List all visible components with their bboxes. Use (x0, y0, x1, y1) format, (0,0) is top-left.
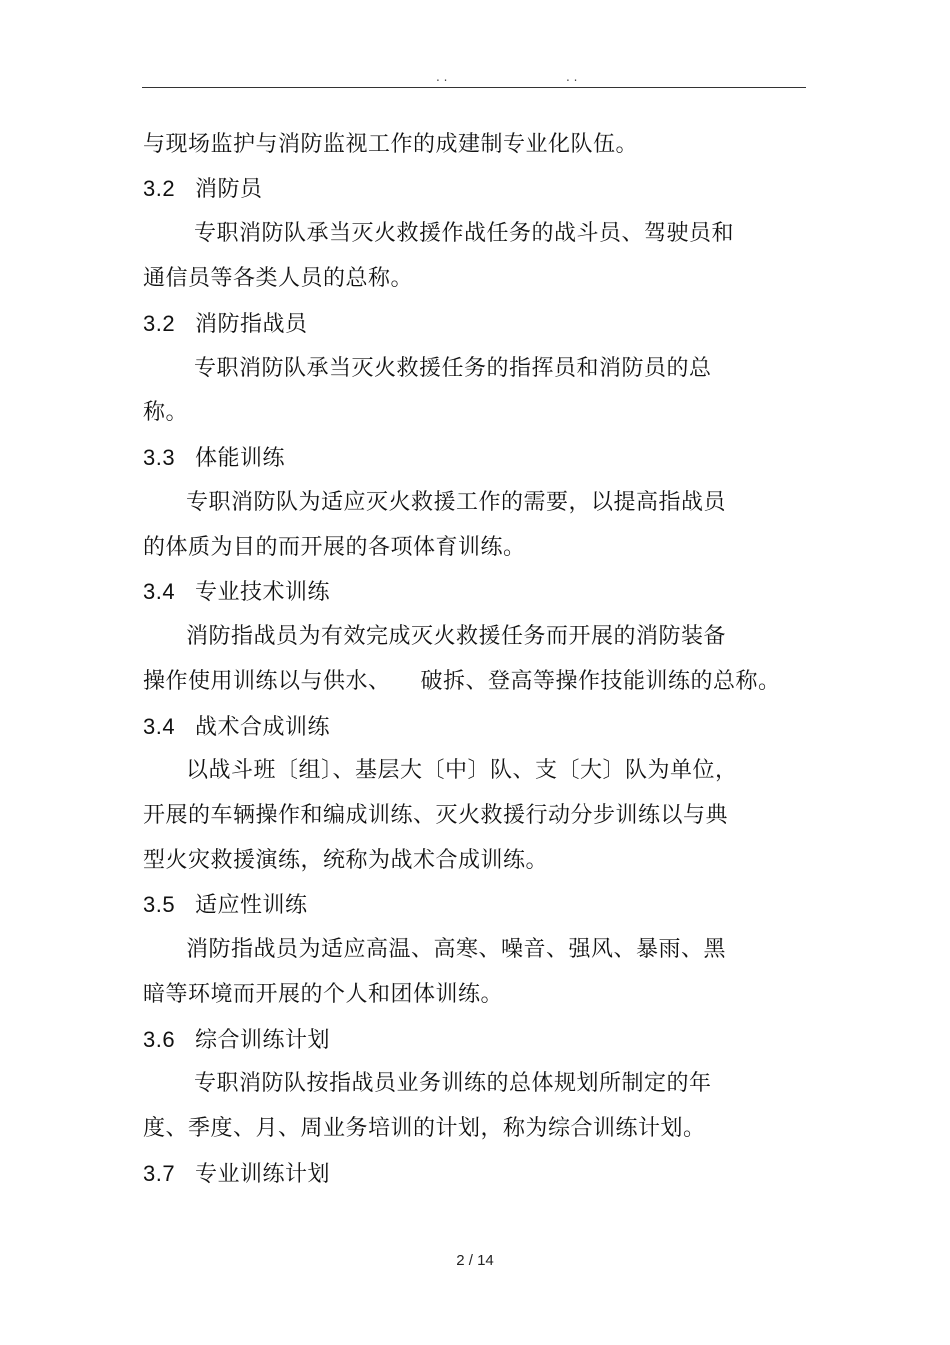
section-title: 专业训练计划 (195, 1162, 331, 1187)
section-title: 综合训练计划 (195, 1028, 331, 1053)
header-dots (0, 70, 950, 84)
paragraph-line: 专职消防队为适应灭火救援工作的需要，以提高指战员 (186, 490, 727, 515)
paragraph-line: 以战斗班〔组〕、基层大〔中〕队、支〔大〕队为单位， (186, 758, 738, 783)
section-heading (143, 578, 330, 607)
page-number: 2 / 14 (456, 1252, 494, 1269)
paragraph-line: 度、季度、月、周业务培训的计划，称为综合训练计划。 (143, 1116, 706, 1141)
section-number: 3.3 (143, 445, 176, 470)
section-heading (143, 175, 263, 204)
paragraph-line: 通信员等各类人员的总称。 (143, 266, 414, 291)
paragraph-line: 型火灾救援演练，统称为战术合成训练。 (143, 848, 549, 873)
section-number: 3.5 (143, 892, 176, 917)
section-heading (143, 310, 308, 339)
section-number: 3.6 (143, 1027, 176, 1052)
section-heading (143, 444, 285, 473)
paragraph-line: 暗等环境而开展的个人和团体训练。 (143, 982, 504, 1007)
paragraph-line: 与现场监护与消防监视工作的成建制专业化队伍。 (143, 132, 639, 157)
paragraph-segment: 操作使用训练以与供水、 (143, 669, 391, 694)
section-heading (143, 1026, 330, 1055)
section-heading (143, 891, 308, 920)
section-title: 专业技术训练 (195, 580, 331, 605)
section-title: 战术合成训练 (195, 715, 331, 740)
section-number: 3.2 (143, 311, 176, 336)
paragraph-line: 专职消防队承当灭火救援作战任务的战斗员、驾驶员和 (194, 221, 735, 246)
section-number: 3.4 (143, 714, 176, 739)
paragraph-line: 专职消防队承当灭火救援任务的指挥员和消防员的总 (194, 356, 712, 381)
section-heading (143, 713, 330, 742)
header-dots-left: . . (436, 70, 448, 84)
section-number: 3.7 (143, 1161, 176, 1186)
header-dots-right: . . (566, 70, 578, 84)
paragraph-line: 的体质为目的而开展的各项体育训练。 (143, 535, 526, 560)
section-title: 体能训练 (195, 446, 286, 471)
paragraph-line (143, 668, 781, 696)
paragraph-line: 专职消防队按指战员业务训练的总体规划所制定的年 (194, 1071, 712, 1096)
paragraph-segment: 破拆、登高等操作技能训练的总称。 (420, 669, 781, 694)
paragraph-line: 消防指战员为有效完成灭火救援任务而开展的消防装备 (186, 624, 727, 649)
section-heading (143, 1160, 330, 1189)
section-title: 适应性训练 (195, 893, 308, 918)
section-title: 消防指战员 (195, 312, 308, 337)
section-number: 3.4 (143, 579, 176, 604)
paragraph-line: 开展的车辆操作和编成训练、灭火救援行动分步训练以与典 (143, 803, 729, 828)
header-rule (142, 87, 806, 88)
paragraph-line: 称。 (143, 400, 189, 425)
paragraph-line: 消防指战员为适应高温、高寒、噪音、强风、暴雨、黑 (186, 937, 727, 962)
section-title: 消防员 (195, 177, 263, 202)
section-number: 3.2 (143, 176, 176, 201)
